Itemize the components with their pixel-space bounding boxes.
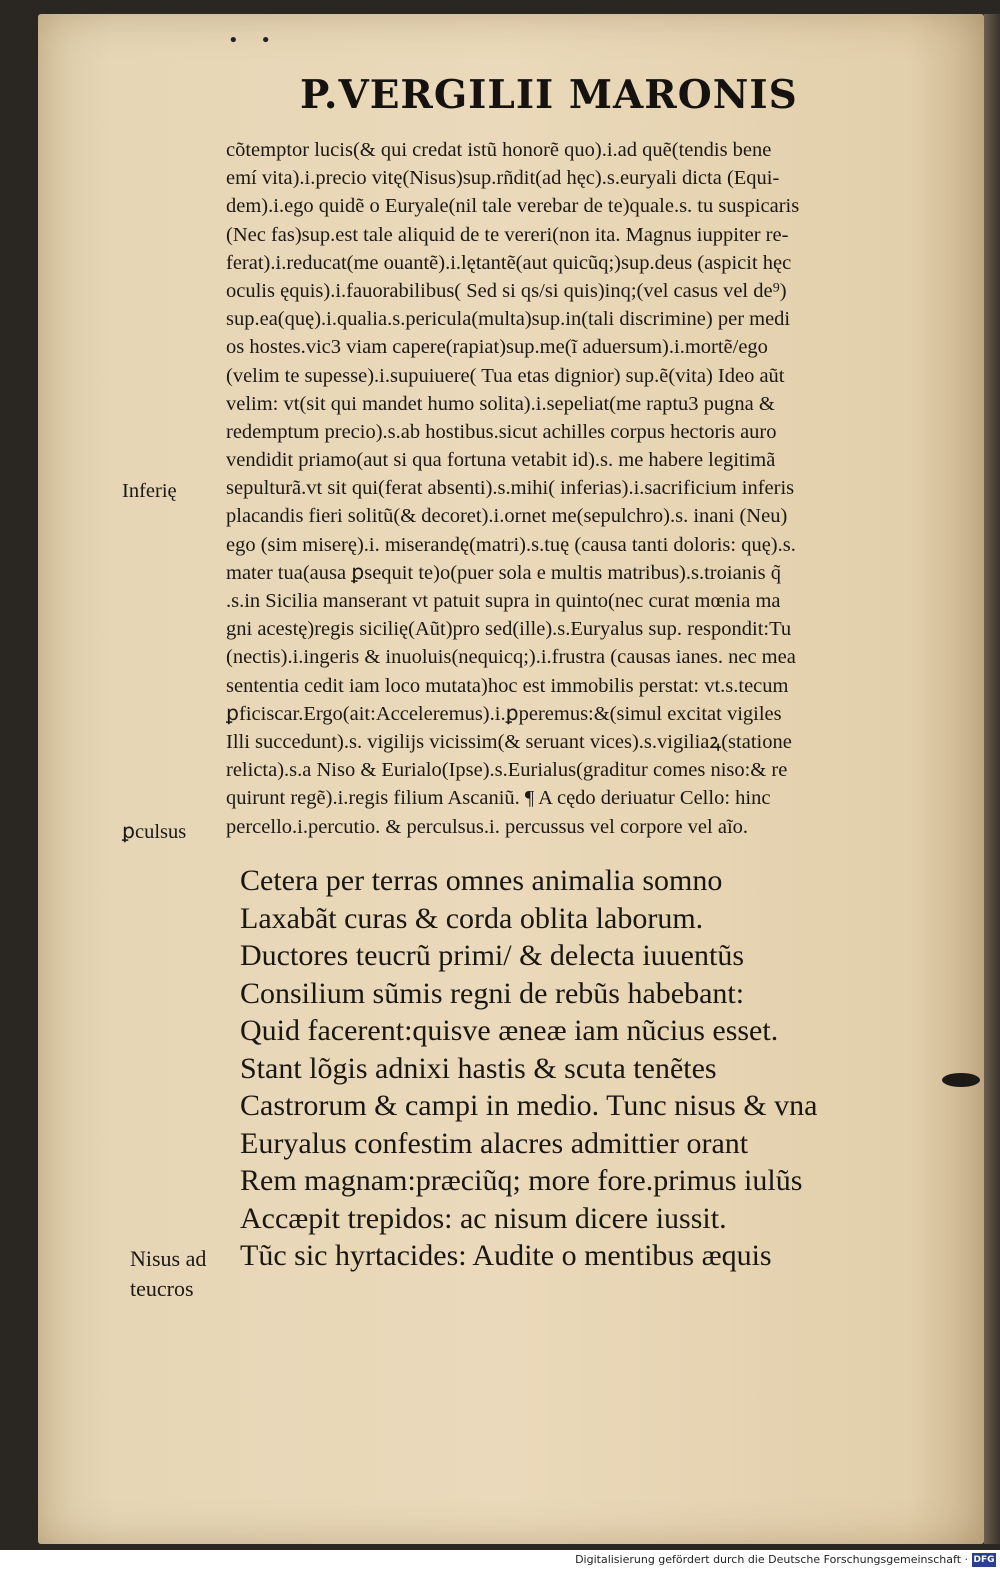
verse-line: Laxabãt curas & corda oblita laborum. — [240, 901, 704, 935]
commentary-line: ego (sim miserę).i. miserandę(matri).s.tuę (causa tanti doloris: quę).s. — [226, 533, 796, 556]
commentary-line: sepulturã.vt sit qui(ferat absenti).s.mihi( inferias).i.sacrificium inferis — [226, 477, 795, 500]
margin-note-nisus-line: teucros — [130, 1276, 194, 1301]
footer-bar — [0, 1550, 1000, 1571]
commentary-line: (velim te supesse).i.supuiuere( Tua etas dignior) sup.ẽ(vita) Ideo aũt — [226, 364, 785, 387]
verse-line: Consilium sũmis regni de rebũs habebant: — [240, 976, 745, 1010]
margin-note-nisus-line: Nisus ad — [130, 1246, 207, 1271]
verse-line: Quid facerent:quisve æneæ iam nũcius esset. — [240, 1014, 779, 1047]
verse-line: Rem magnam:præciũq; more fore.primus iulũs — [240, 1164, 803, 1197]
verse-line: Castrorum & campi in medio. Tunc nisus & vna — [240, 1089, 818, 1122]
margin-note-inferie: Inferię — [122, 480, 177, 502]
commentary-line: vendidit priamo(aut si qua fortuna vetabit id).s. me habere legitimã — [226, 449, 776, 472]
commentary-line: cõtemptor lucis(& qui credat istũ honorẽ quo).i.ad quẽ(tendis bene — [226, 139, 772, 161]
commentary-line: sup.ea(quę).i.qualia.s.pericula(multa)sup.in(tali discrimine) per medi — [226, 308, 791, 331]
margin-note-perculsus: ꝑculsus — [122, 821, 187, 843]
commentary-line: os hostes.vic3 viam capere(rapiat)sup.me(ĩ aduersum).i.mortẽ/ego — [226, 336, 768, 359]
verse-line: Euryalus confestim alacres admittier orant — [240, 1126, 749, 1160]
commentary-line: placandis fieri solitũ(& decoret).i.ornet me(sepulchro).s. inani (Neu) — [226, 505, 788, 528]
book-page-edge — [984, 14, 1000, 1544]
verse-line: Stant lõgis adnixi hastis & scuta tenẽtes — [240, 1051, 717, 1085]
commentary-line: oculis ęquis).i.fauorabilibus( Sed si qs/si quis)inq;(vel casus vel de⁹) — [226, 279, 787, 302]
margin-note-nisus — [130, 1244, 206, 1304]
commentary-line: velim: vt(sit qui mandet humo solita).i.sepeliat(me raptu3 pugna & — [226, 392, 775, 415]
commentary-line: ferat).i.reducat(me ouantẽ).i.lętantẽ(aut quicũq;)sup.deus (aspicit hęc — [226, 251, 792, 274]
stray-marks: • • — [228, 30, 279, 51]
verse-block — [240, 862, 960, 1275]
digitization-credit: Digitalisierung gefördert durch die Deutsche Forschungsgemeinschaft · — [575, 1553, 968, 1566]
verse-line: Ductores teucrũ primi/ & delecta iuuentũs — [240, 939, 745, 972]
commentary-line: percello.i.percutio. & perculsus.i. percussus vel corpore vel aĩo. — [226, 815, 749, 838]
commentary-line: (Nec fas)sup.est tale aliquid de te vereri(non ita. Magnus iuppiter re- — [226, 223, 789, 246]
ink-blot — [942, 1073, 980, 1087]
commentary-line: gni acestę)regis sicilię(Aũt)pro sed(ille).s.Euryalus sup. respondit:Tu — [226, 618, 792, 641]
commentary-line: sententia cedit iam loco mutata)hoc est immobilis perstat: vt.s.tecum — [226, 674, 789, 697]
commentary-line: .s.in Sicilia manserant vt patuit supra in quinto(nec curat mœnia ma — [226, 590, 781, 612]
commentary-line: Illi succedunt).s. vigilijs vicissim(& seruant vices).s.vigiliaꝝ(statione — [226, 730, 792, 753]
verse-line: Tũc sic hyrtacides: Audite o mentibus æquis — [240, 1239, 772, 1272]
dfg-logo: DFG — [973, 1555, 995, 1565]
commentary-line: emí vita).i.precio vitę(Nisus)sup.rñdit(ad hęc).s.euryali dicta (Equi- — [226, 167, 780, 190]
commentary-line: redemptum precio).s.ab hostibus.sicut achilles corpus hectoris auro — [226, 420, 777, 443]
commentary-line: dem).i.ego quidẽ o Euryale(nil tale verebar de te)quale.s. tu suspicaris — [226, 195, 800, 218]
commentary-line: quirunt regẽ).i.regis filium Ascaniũ. ¶ A cędo deriuatur Cello: hinc — [226, 787, 771, 810]
commentary-line: mater tua(ausa ꝑsequit te)o(puer sola e multis matribus).s.troianis q̃ — [226, 561, 781, 584]
commentary-block — [226, 136, 956, 841]
verse-line: Cetera per terras omnes animalia somno — [240, 864, 723, 897]
commentary-line: (nectis).i.ingeris & inuoluis(nequicq;).i.frustra (causas ianes. nec mea — [226, 646, 796, 669]
commentary-line: relicta).s.a Niso & Eurialo(Ipse).s.Eurialus(graditur comes niso:& re — [226, 759, 788, 782]
commentary-line: ꝑficiscar.Ergo(ait:Acceleremus).i.ꝑperemus:&(simul excitat vigiles — [226, 702, 782, 725]
running-head: P.VERGILII MARONIS — [300, 72, 798, 118]
verse-line: Accæpit trepidos: ac nisum dicere iussit. — [240, 1201, 727, 1235]
